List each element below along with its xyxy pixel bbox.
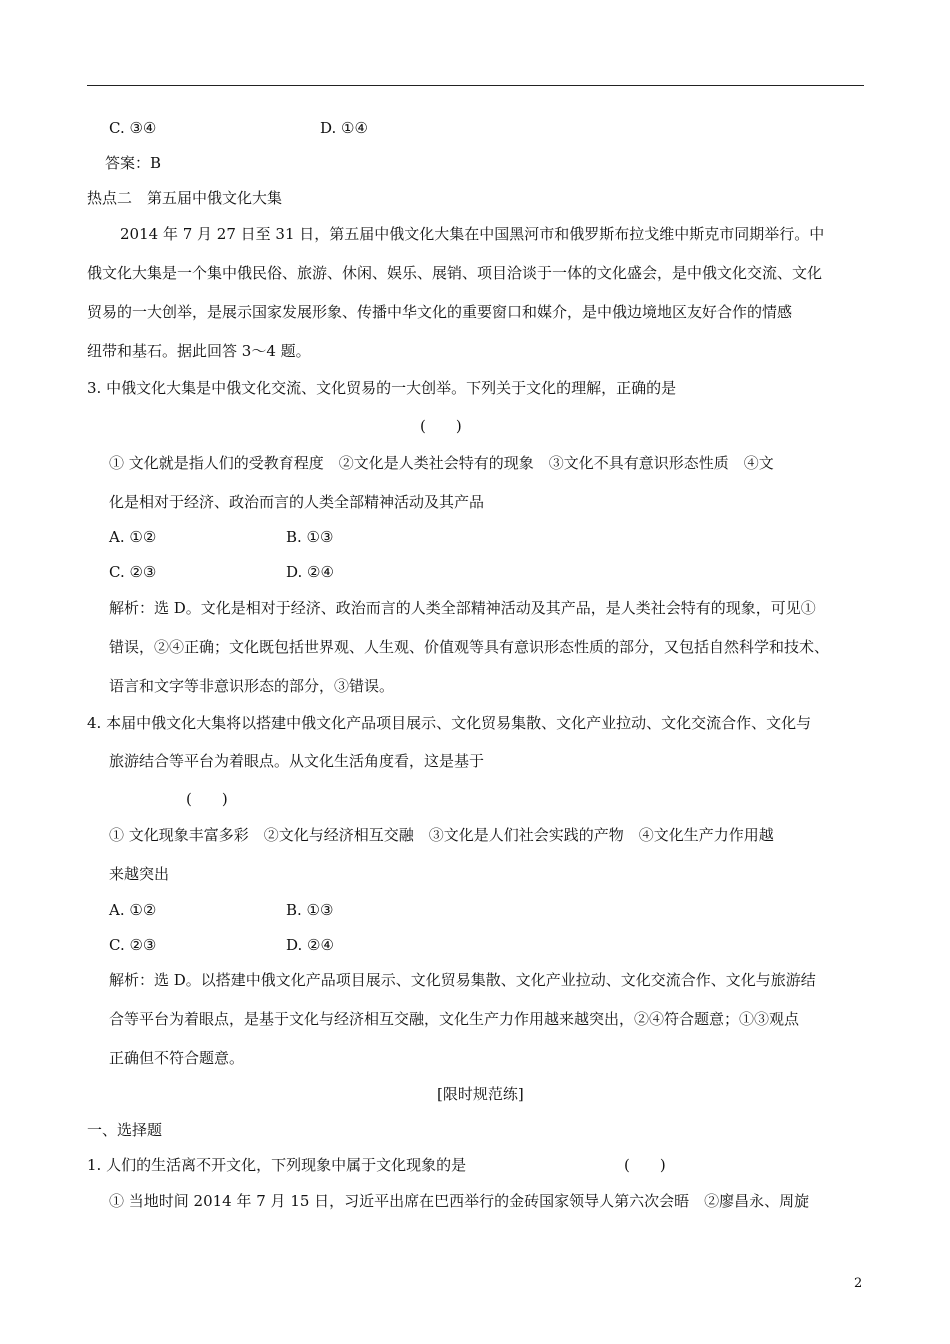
q3-statement-line-1: ① 文化就是指人们的受教育程度 ②文化是人类社会特有的现象 ③文化不具有意识形态性质 ④文 <box>109 454 774 472</box>
q3-option-c: C. ②③ <box>109 563 157 581</box>
q4-stem-line-1: 4. 本届中俄文化大集将以搭建中俄文化产品项目展示、文化贸易集散、文化产业拉动、文化交流合作、文化与 <box>87 714 812 732</box>
q3-analysis-line-2: 错误，②④正确；文化既包括世界观、人生观、价值观等具有意识形态性质的部分，又包括自然科学和技术、 <box>109 638 830 656</box>
practice-q1-statement: ① 当地时间 2014 年 7 月 15 日，习近平出席在巴西举行的金砖国家领导人第六次会晤 ②廖昌永、周旋 <box>109 1192 810 1210</box>
section-title: 一、选择题 <box>87 1121 163 1139</box>
q4-option-c: C. ②③ <box>109 936 157 954</box>
practice-heading: [限时规范练] <box>437 1085 524 1103</box>
q3-stem: 3. 中俄文化大集是中俄文化交流、文化贸易的一大创举。下列关于文化的理解，正确的是 <box>87 379 677 397</box>
intro-line-1: 2014 年 7 月 27 日至 31 日，第五届中俄文化大集在中国黑河市和俄罗斯布拉戈维中斯克市同期举行。中 <box>120 225 825 243</box>
q4-option-d: D. ②④ <box>286 936 334 954</box>
q3-analysis-line-1: 解析：选 D。文化是相对于经济、政治而言的人类全部精神活动及其产品，是人类社会特有的现象，可见① <box>109 599 816 617</box>
q3-analysis-line-3: 语言和文字等非意识形态的部分，③错误。 <box>109 677 395 695</box>
q4-statement-line-2: 来越突出 <box>109 865 170 883</box>
q4-option-b: B. ①③ <box>286 901 334 919</box>
prev-option-d: D. ①④ <box>320 119 368 137</box>
q4-analysis-line-2: 合等平台为着眼点，是基于文化与经济相互交融，文化生产力作用越来越突出，②④符合题意；①③观点 <box>109 1010 800 1028</box>
q3-option-b: B. ①③ <box>286 528 334 546</box>
intro-line-3: 贸易的一大创举，是展示国家发展形象、传播中华文化的重要窗口和媒介，是中俄边境地区友好合作的情感 <box>87 303 793 321</box>
q3-statement-line-2: 化是相对于经济、政治而言的人类全部精神活动及其产品 <box>109 493 485 511</box>
q3-option-a: A. ①② <box>109 528 157 546</box>
header-rule <box>87 85 864 86</box>
q4-blank: ( ) <box>186 790 228 808</box>
q4-analysis-line-1: 解析：选 D。以搭建中俄文化产品项目展示、文化贸易集散、文化产业拉动、文化交流合作、文化与旅游结 <box>109 971 816 989</box>
prev-answer: 答案：B <box>105 154 162 172</box>
q3-option-d: D. ②④ <box>286 563 334 581</box>
q3-blank: ( ) <box>420 417 462 435</box>
q4-option-a: A. ①② <box>109 901 157 919</box>
q4-analysis-line-3: 正确但不符合题意。 <box>109 1049 245 1067</box>
q4-stem-line-2: 旅游结合等平台为着眼点。从文化生活角度看，这是基于 <box>109 752 485 770</box>
hotspot-title: 热点二 第五届中俄文化大集 <box>87 189 283 207</box>
intro-line-2: 俄文化大集是一个集中俄民俗、旅游、休闲、娱乐、展销、项目洽谈于一体的文化盛会，是中俄文化交流、文化 <box>87 264 823 282</box>
page-number: 2 <box>854 1276 863 1291</box>
practice-q1-blank: ( ) <box>624 1156 666 1174</box>
practice-q1-stem: 1. 人们的生活离不开文化，下列现象中属于文化现象的是 <box>87 1156 467 1174</box>
q4-statement-line-1: ① 文化现象丰富多彩 ②文化与经济相互交融 ③文化是人们社会实践的产物 ④文化生产力作用越 <box>109 826 774 844</box>
intro-line-4: 纽带和基石。据此回答 3～4 题。 <box>87 342 311 360</box>
prev-option-c: C. ③④ <box>109 119 157 137</box>
